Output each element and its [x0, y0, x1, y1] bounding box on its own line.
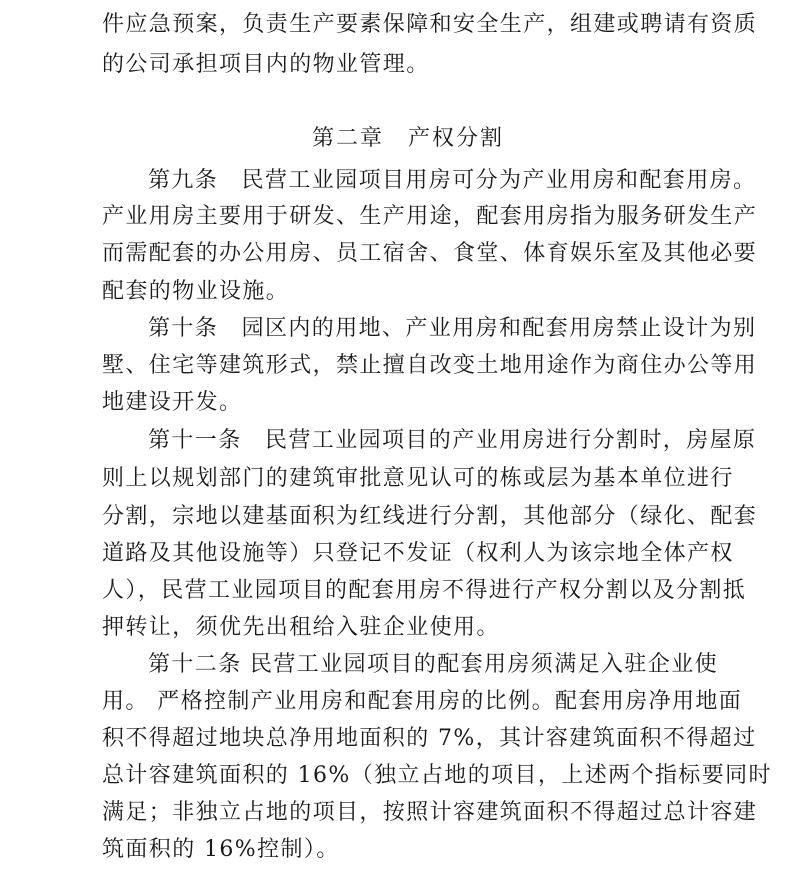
article-12-start: 第十二条 民营工业园项目的配套用房须满足入驻企业使	[148, 652, 718, 677]
text-line: 配套的物业设施。	[102, 279, 290, 304]
text-line: 分割，宗地以建基面积为红线进行分割，其他部分（绿化、配套	[102, 504, 758, 529]
text-line: 用。 严格控制产业用房和配套用房的比例。配套用房净用地面	[102, 689, 743, 714]
text-line: 道路及其他设施等）只登记不发证（权利人为该宗地全体产权	[102, 541, 734, 566]
text-line: 总计容建筑面积的 16%（独立占地的项目，上述两个指标要同时	[102, 763, 772, 788]
article-9-start: 第九条 民营工业园项目用房可分为产业用房和配套用房。	[148, 168, 757, 193]
text-line: 人），民营工业园项目的配套用房不得进行产权分割以及分割抵	[102, 578, 747, 603]
text-line: 积不得超过地块总净用地面积的 7%，其计容建筑面积不得超过	[102, 726, 757, 751]
article-10-start: 第十条 园区内的用地、产业用房和配套用房禁止设计为别	[148, 316, 757, 341]
article-11-start: 第十一条 民营工业园项目的产业用房进行分割时，房屋原	[148, 428, 757, 453]
text-line: 墅、住宅等建筑形式，禁止擅自改变土地用途作为商住办公等用	[102, 353, 758, 378]
text-line: 件应急预案，负责生产要素保障和安全生产，组建或聘请有资质	[102, 12, 758, 37]
chapter-heading: 第二章 产权分割	[312, 126, 505, 151]
text-line: 而需配套的办公用房、员工宿舍、食堂、体育娱乐室及其他必要	[102, 241, 758, 266]
text-line: 筑面积的 16%控制）。	[102, 837, 340, 862]
text-line: 押转让，须优先出租给入驻企业使用。	[102, 615, 500, 640]
text-line: 满足；非独立占地的项目，按照计容建筑面积不得超过总计容建	[102, 800, 758, 825]
text-line: 的公司承担项目内的物业管理。	[102, 52, 430, 77]
text-line: 则上以规划部门的建筑审批意见认可的栋或层为基本单位进行	[102, 466, 734, 491]
text-line: 地建设开发。	[102, 390, 243, 415]
text-line: 产业用房主要用于研发、生产用途，配套用房指为服务研发生产	[102, 204, 758, 229]
